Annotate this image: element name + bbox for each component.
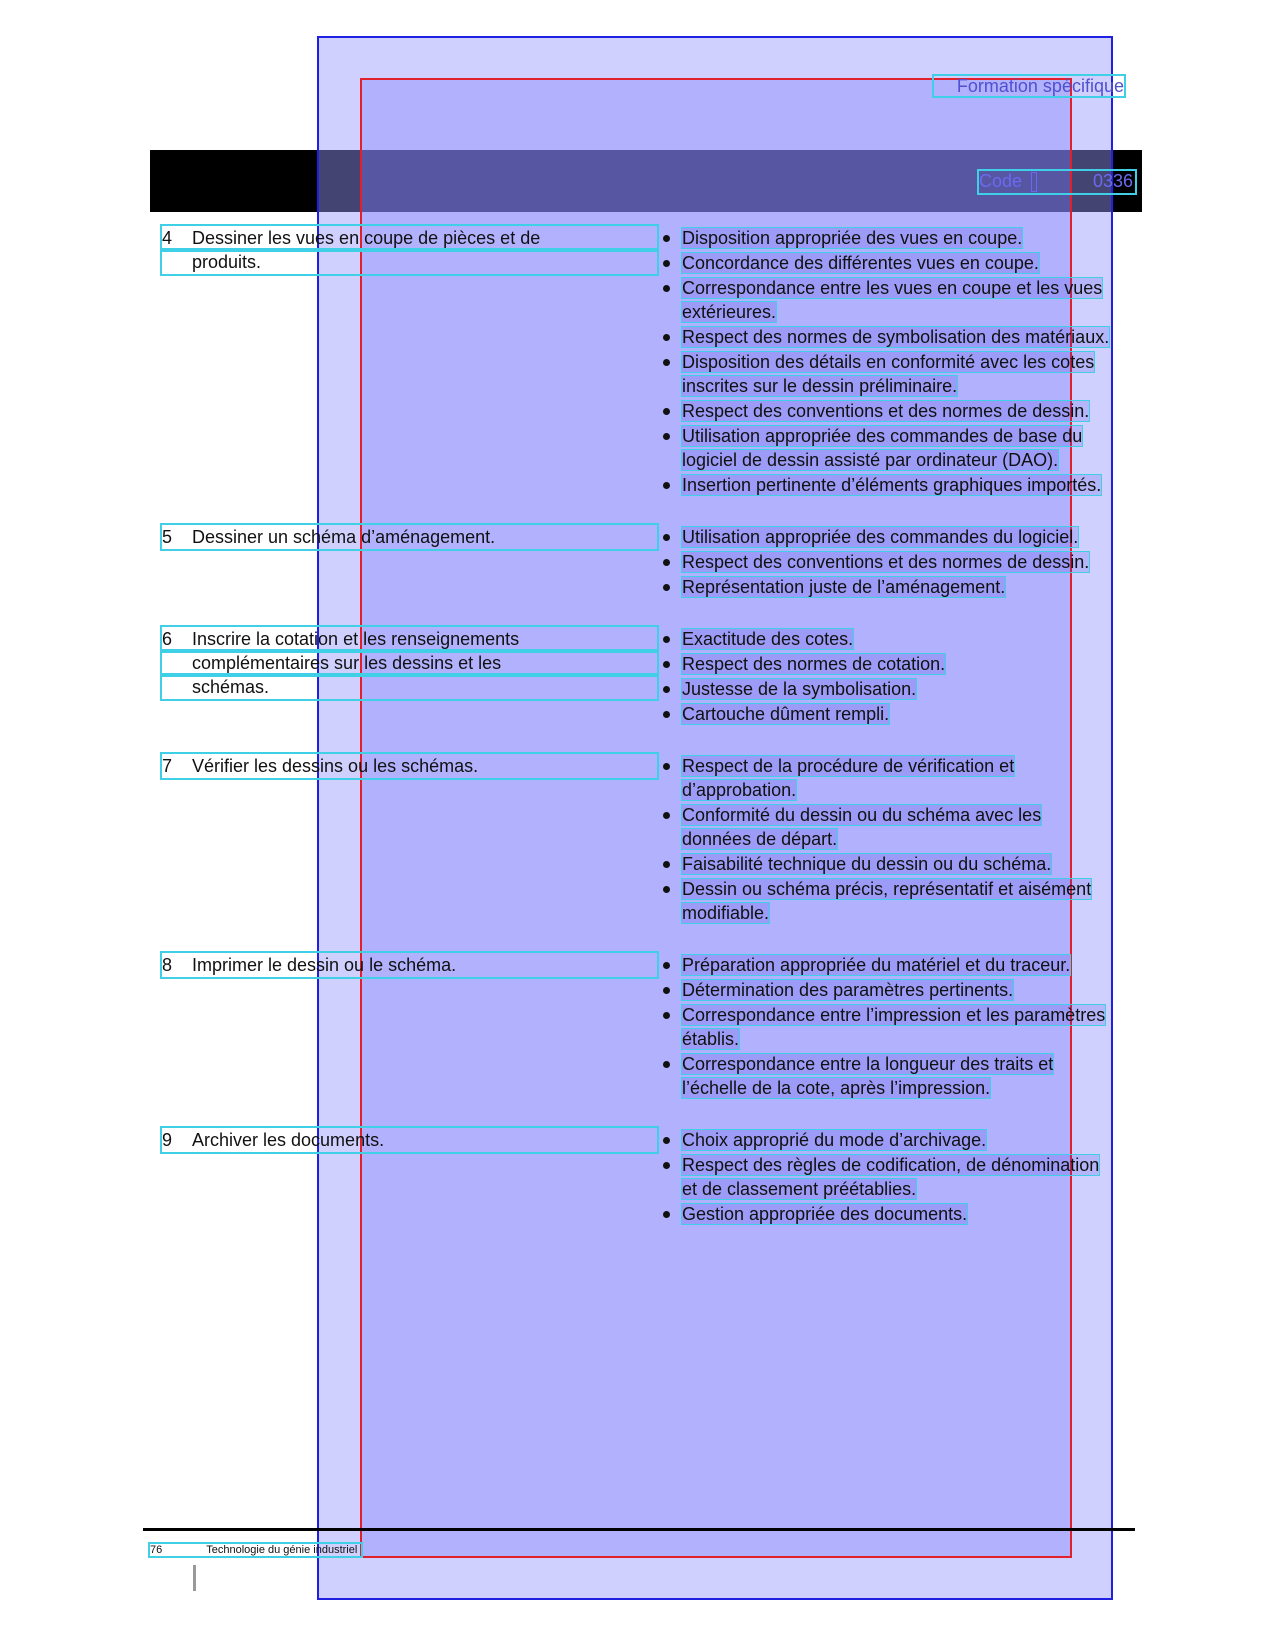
program-name: Technologie du génie industriel <box>206 1544 358 1556</box>
step-line: Vérifier les dessins ou les schémas. <box>162 754 657 778</box>
step-text <box>192 226 652 498</box>
step <box>162 1128 660 1227</box>
criterion-item <box>660 677 1114 701</box>
criterion-text: Correspondance entre la longueur des traits et l’échelle de la cote, après l’impression. <box>682 1054 1054 1098</box>
section-title: Formation spécifique <box>934 76 1124 96</box>
criterion-text: Représentation juste de l’aménagement. <box>682 577 1006 597</box>
step <box>162 226 660 498</box>
footer <box>150 1544 361 1556</box>
criterion-item <box>660 350 1114 398</box>
step-line: complémentaires sur les dessins et les <box>162 651 657 675</box>
criteria-list <box>660 226 1114 498</box>
step-text <box>192 754 652 926</box>
step-line: Dessiner un schéma d’aménagement. <box>162 525 657 549</box>
code-separator <box>1031 172 1037 192</box>
criterion-text: Correspondance entre l’impression et les paramètres établis. <box>682 1005 1106 1049</box>
criterion-item <box>660 251 1114 275</box>
step <box>162 525 660 600</box>
criterion-item <box>660 652 1114 676</box>
criteria-list <box>660 1128 1114 1227</box>
footer-rule <box>143 1528 1135 1531</box>
criterion-text: Dessin ou schéma précis, représentatif et aisément modifiable. <box>682 879 1092 923</box>
step <box>162 627 660 727</box>
criterion-item <box>660 1153 1114 1201</box>
step-row <box>162 525 1122 600</box>
criteria-list <box>660 627 1114 727</box>
criterion-item <box>660 550 1114 574</box>
criterion-item <box>660 852 1114 876</box>
criterion-item <box>660 803 1114 851</box>
step-row <box>162 226 1122 498</box>
criterion-item <box>660 877 1114 925</box>
criterion-item <box>660 1202 1114 1226</box>
step-number: 9 <box>162 1130 173 1150</box>
criterion-text: Choix approprié du mode d’archivage. <box>682 1130 987 1150</box>
code-value: 0336 <box>1092 171 1133 191</box>
step-number: 7 <box>162 756 173 776</box>
page-marker <box>193 1565 196 1591</box>
criterion-text: Disposition appropriée des vues en coupe. <box>682 228 1023 248</box>
step-line: Archiver les documents. <box>162 1128 657 1152</box>
criterion-item <box>660 1003 1114 1051</box>
criterion-text: Disposition des détails en conformité avec les cotes inscrites sur le dessin préliminaire. <box>682 352 1095 396</box>
step-row <box>162 1128 1122 1227</box>
step-row <box>162 627 1122 727</box>
criterion-item <box>660 325 1114 349</box>
criterion-text: Exactitude des cotes. <box>682 629 854 649</box>
step-row <box>162 953 1122 1101</box>
steps-table <box>162 226 1122 1254</box>
criterion-item <box>660 1128 1114 1152</box>
criterion-text: Gestion appropriée des documents. <box>682 1204 968 1224</box>
step-number: 6 <box>162 629 173 649</box>
page-number: 76 <box>150 1544 163 1556</box>
step-row <box>162 754 1122 926</box>
criterion-text: Respect de la procédure de vérification et d’approbation. <box>682 756 1015 800</box>
step-text <box>192 953 652 1101</box>
criterion-item <box>660 276 1114 324</box>
criterion-item <box>660 953 1114 977</box>
criterion-item <box>660 525 1114 549</box>
criteria-list <box>660 953 1114 1101</box>
criterion-text: Respect des règles de codification, de dénomination et de classement préétablies. <box>682 1155 1100 1199</box>
criterion-text: Conformité du dessin ou du schéma avec les données de départ. <box>682 805 1042 849</box>
criterion-text: Respect des conventions et des normes de dessin. <box>682 401 1090 421</box>
step-number: 4 <box>162 228 173 248</box>
step-line: schémas. <box>162 675 657 699</box>
criterion-text: Respect des conventions et des normes de dessin. <box>682 552 1090 572</box>
criterion-item <box>660 424 1114 472</box>
step-line: Dessiner les vues en coupe de pièces et de <box>162 226 657 250</box>
code-field <box>979 171 1135 193</box>
criterion-item <box>660 627 1114 651</box>
step-number: 8 <box>162 955 173 975</box>
criterion-text: Détermination des paramètres pertinents. <box>682 980 1014 1000</box>
step <box>162 953 660 1101</box>
step-line: produits. <box>162 250 657 274</box>
criterion-text: Respect des normes de cotation. <box>682 654 946 674</box>
step-line: Imprimer le dessin ou le schéma. <box>162 953 657 977</box>
step-number: 5 <box>162 527 173 547</box>
criterion-item <box>660 226 1114 250</box>
criterion-text: Utilisation appropriée des commandes de base du logiciel de dessin assisté par ordinateur (DAO). <box>682 426 1083 470</box>
criterion-item <box>660 754 1114 802</box>
criterion-item <box>660 473 1114 497</box>
criterion-text: Correspondance entre les vues en coupe et les vues extérieures. <box>682 278 1103 322</box>
code-label: Code <box>979 171 1023 191</box>
criterion-text: Utilisation appropriée des commandes du logiciel. <box>682 527 1079 547</box>
criterion-text: Faisabilité technique du dessin ou du schéma. <box>682 854 1052 874</box>
criterion-item <box>660 575 1114 599</box>
criteria-list <box>660 525 1114 600</box>
step-text <box>192 627 652 727</box>
step-text <box>192 1128 652 1227</box>
criterion-text: Justesse de la symbolisation. <box>682 679 917 699</box>
criterion-text: Insertion pertinente d’éléments graphiques importés. <box>682 475 1102 495</box>
step-line: Inscrire la cotation et les renseignements <box>162 627 657 651</box>
criteria-list <box>660 754 1114 926</box>
step-text <box>192 525 652 600</box>
criterion-item <box>660 702 1114 726</box>
criterion-item <box>660 399 1114 423</box>
criterion-text: Cartouche dûment rempli. <box>682 704 890 724</box>
criterion-text: Concordance des différentes vues en coupe. <box>682 253 1039 273</box>
criterion-item <box>660 1052 1114 1100</box>
step <box>162 754 660 926</box>
criterion-item <box>660 978 1114 1002</box>
criterion-text: Préparation appropriée du matériel et du traceur. <box>682 955 1071 975</box>
criterion-text: Respect des normes de symbolisation des matériaux. <box>682 327 1110 347</box>
